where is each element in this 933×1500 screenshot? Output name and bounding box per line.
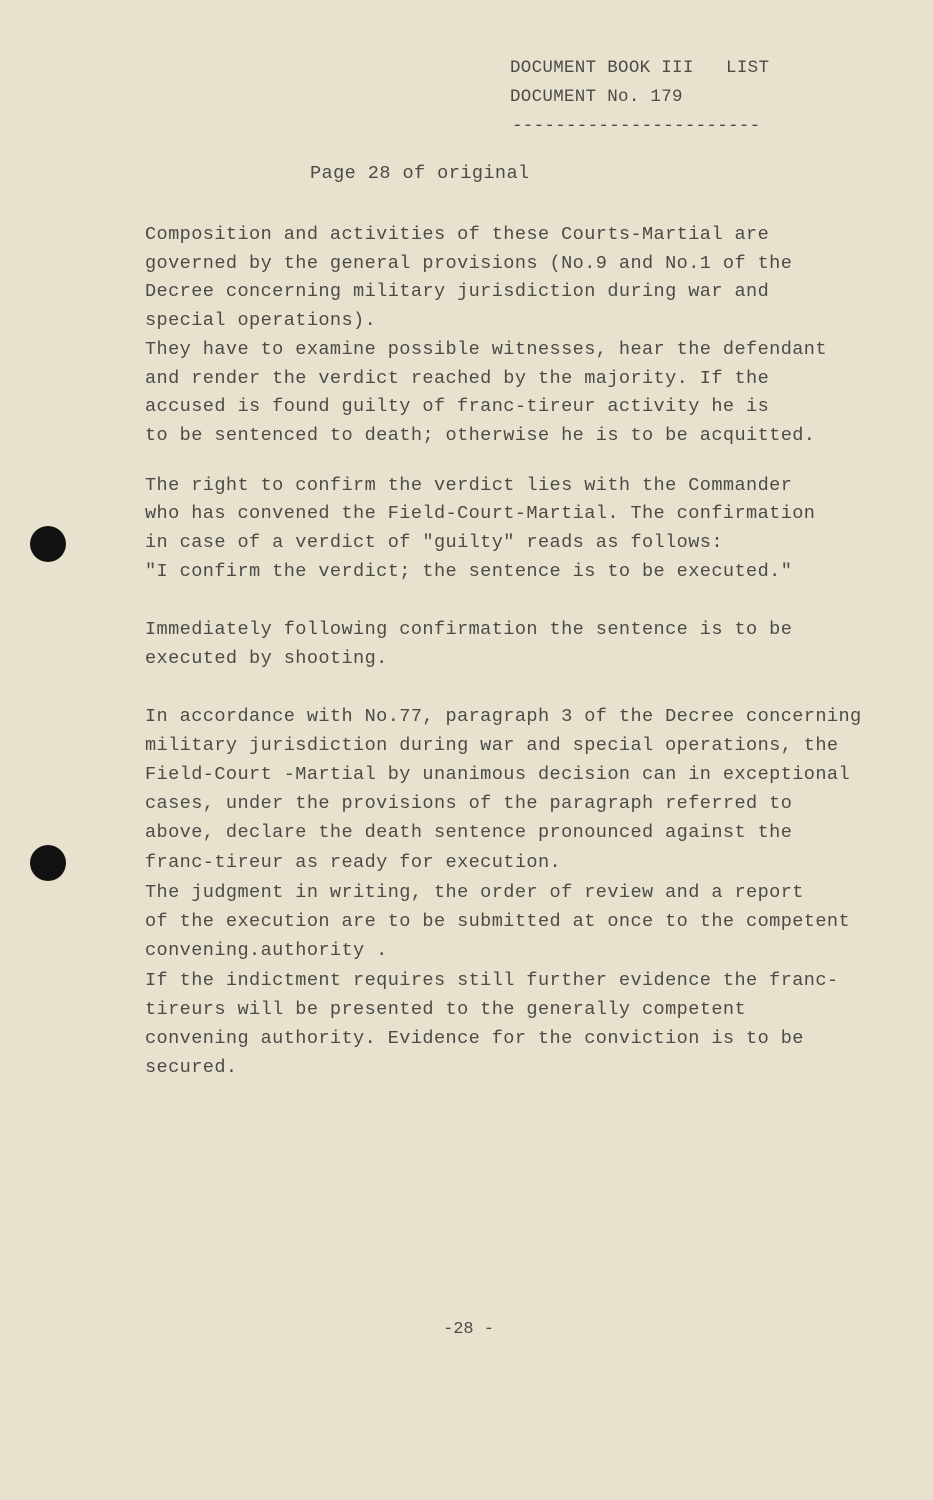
text-line: governed by the general provisions (No.9 and No.1 of the [145, 253, 793, 274]
text-line: above, declare the death sentence pronounced against the [145, 822, 793, 843]
text-line: executed by shooting. [145, 648, 388, 669]
text-line: The judgment in writing, the order of review and a report [145, 882, 804, 903]
text-line: military jurisdiction during war and special operations, the [145, 735, 839, 756]
punch-hole [30, 845, 66, 881]
page-reference: Page 28 of original [310, 163, 530, 184]
page-number: -28 - [443, 1320, 495, 1339]
text-line: secured. [145, 1057, 238, 1078]
text-line: tireurs will be presented to the generally competent [145, 999, 747, 1020]
text-line: special operations). [145, 310, 377, 331]
text-line: convening.authority . [145, 940, 388, 961]
text-line: cases, under the provisions of the paragraph referred to [145, 793, 793, 814]
text-line: franc-tireur as ready for execution. [145, 852, 562, 873]
text-line: They have to examine possible witnesses, hear the defendant [145, 339, 827, 360]
text-line: who has convened the Field-Court-Martial. The confirmation [145, 503, 816, 524]
text-line: to be sentenced to death; otherwise he is to be acquitted. [145, 425, 816, 446]
text-line: and render the verdict reached by the majority. If the [145, 368, 770, 389]
text-line: Composition and activities of these Courts-Martial are [145, 224, 770, 245]
document-number: DOCUMENT No. 179 [510, 87, 683, 107]
punch-hole [30, 526, 66, 562]
text-line: Field-Court -Martial by unanimous decision can in exceptional [145, 764, 851, 785]
text-line: convening authority. Evidence for the conviction is to be [145, 1028, 804, 1049]
text-line: "I confirm the verdict; the sentence is to be executed." [145, 561, 793, 582]
text-line: If the indictment requires still further evidence the franc- [145, 970, 839, 991]
document-book-header: DOCUMENT BOOK III LIST [510, 58, 770, 78]
text-line: of the execution are to be submitted at once to the competent [145, 911, 851, 932]
text-line: Decree concerning military jurisdiction during war and [145, 281, 770, 302]
text-line: Immediately following confirmation the sentence is to be [145, 619, 793, 640]
text-line: The right to confirm the verdict lies with the Commander [145, 475, 793, 496]
text-line: in case of a verdict of "guilty" reads as follows: [145, 532, 723, 553]
text-line: In accordance with No.77, paragraph 3 of the Decree concerning [145, 706, 862, 727]
text-line: accused is found guilty of franc-tireur activity he is [145, 396, 770, 417]
header-rule: ----------------------- [512, 116, 761, 136]
